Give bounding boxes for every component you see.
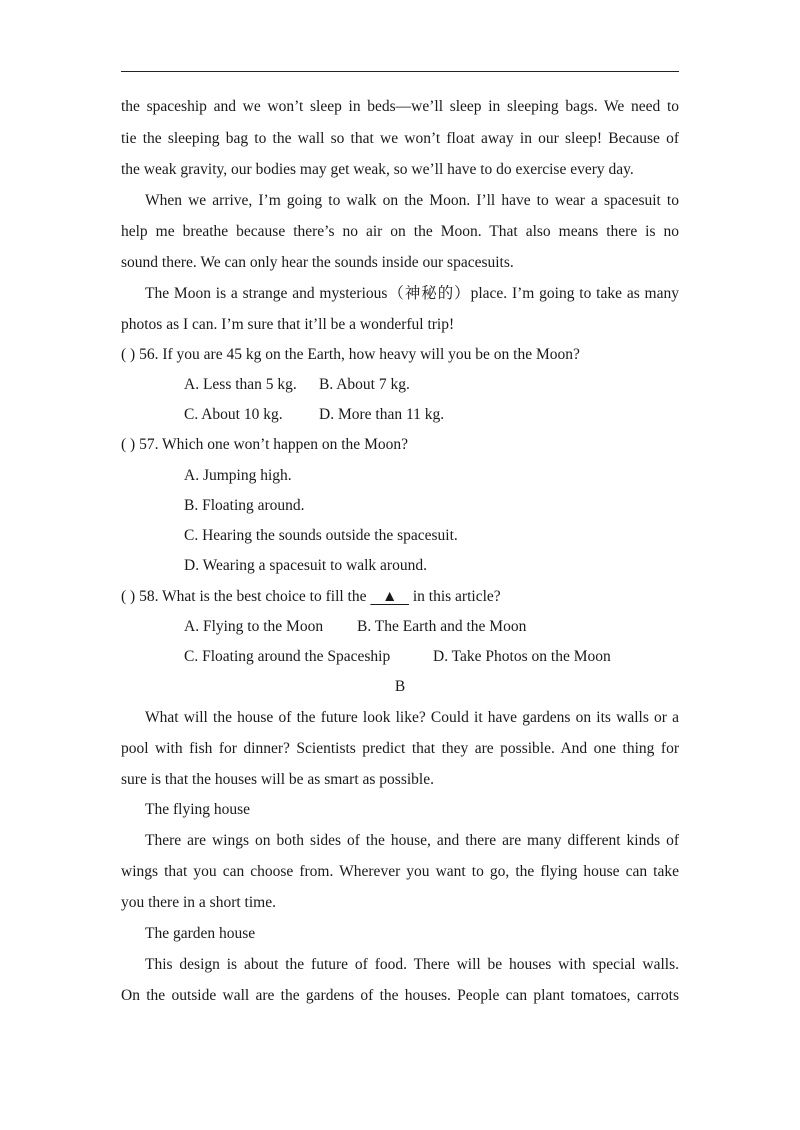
- question-56-option-b: B. About 7 kg.: [319, 376, 410, 393]
- passage-a-line: help me breathe because there’s no air on the Moon. That also means there is no: [121, 223, 679, 240]
- question-57-option-b: B. Floating around.: [184, 497, 305, 514]
- passage-a-line: When we arrive, I’m going to walk on the Moon. I’ll have to wear a spacesuit to: [145, 192, 679, 209]
- section-b-heading: B: [394, 678, 406, 695]
- passage-a-line: sound there. We can only hear the sounds inside our spacesuits.: [121, 254, 514, 271]
- passage-a-line: tie the sleeping bag to the wall so that we won’t float away in our sleep! Because of: [121, 130, 679, 147]
- passage-b-line: pool with fish for dinner? Scientists predict that they are possible. And one thing for: [121, 740, 679, 757]
- passage-b-line: There are wings on both sides of the house, and there are many different kinds of: [145, 832, 679, 849]
- passage-a-line: The Moon is a strange and mysterious（神秘的）place. I’m going to take as many: [145, 285, 679, 302]
- question-58-option-b: B. The Earth and the Moon: [357, 618, 527, 635]
- question-58-option-c: C. Floating around the Spaceship: [184, 648, 391, 665]
- passage-b-line: What will the house of the future look like? Could it have gardens on its walls or a: [145, 709, 679, 726]
- passage-b-line: you there in a short time.: [121, 894, 276, 911]
- question-57-option-c: C. Hearing the sounds outside the spacesuit.: [184, 527, 458, 544]
- subheading-garden-house: The garden house: [145, 925, 256, 942]
- passage-a-line: the spaceship and we won’t sleep in beds—we’ll sleep in sleeping bags. We need to: [121, 98, 679, 115]
- question-57-option-d: D. Wearing a spacesuit to walk around.: [184, 557, 427, 574]
- subheading-flying-house: The flying house: [145, 801, 251, 818]
- question-58-blank: ▲: [370, 588, 409, 605]
- question-58-stem: [121, 587, 679, 607]
- question-56-option-c: C. About 10 kg.: [184, 406, 283, 423]
- passage-a-line: the weak gravity, our bodies may get weak, so we’ll have to do exercise every day.: [121, 161, 634, 178]
- question-58-option-d: D. Take Photos on the Moon: [433, 648, 611, 665]
- passage-a-line: photos as I can. I’m sure that it’ll be a wonderful trip!: [121, 316, 455, 333]
- passage-b-line: wings that you can choose from. Wherever you want to go, the flying house can take: [121, 863, 679, 880]
- question-58-stem-after: in this article?: [408, 588, 501, 605]
- question-58-stem-before: ( ) 58. What is the best choice to fill the: [121, 588, 371, 605]
- question-56-option-d: D. More than 11 kg.: [319, 406, 445, 423]
- passage-b-line: On the outside wall are the gardens of the houses. People can plant tomatoes, carrots: [121, 987, 679, 1004]
- passage-b-line: sure is that the houses will be as smart as possible.: [121, 771, 434, 788]
- question-58-option-a: A. Flying to the Moon: [184, 618, 324, 635]
- question-56-stem: ( ) 56. If you are 45 kg on the Earth, how heavy will you be on the Moon?: [121, 346, 580, 363]
- header-rule: [121, 71, 679, 72]
- question-57-stem: ( ) 57. Which one won’t happen on the Moon?: [121, 436, 408, 453]
- passage-b-line: This design is about the future of food. There will be houses with special walls.: [145, 956, 679, 973]
- question-56-option-a: A. Less than 5 kg.: [184, 376, 297, 393]
- question-57-option-a: A. Jumping high.: [184, 467, 292, 484]
